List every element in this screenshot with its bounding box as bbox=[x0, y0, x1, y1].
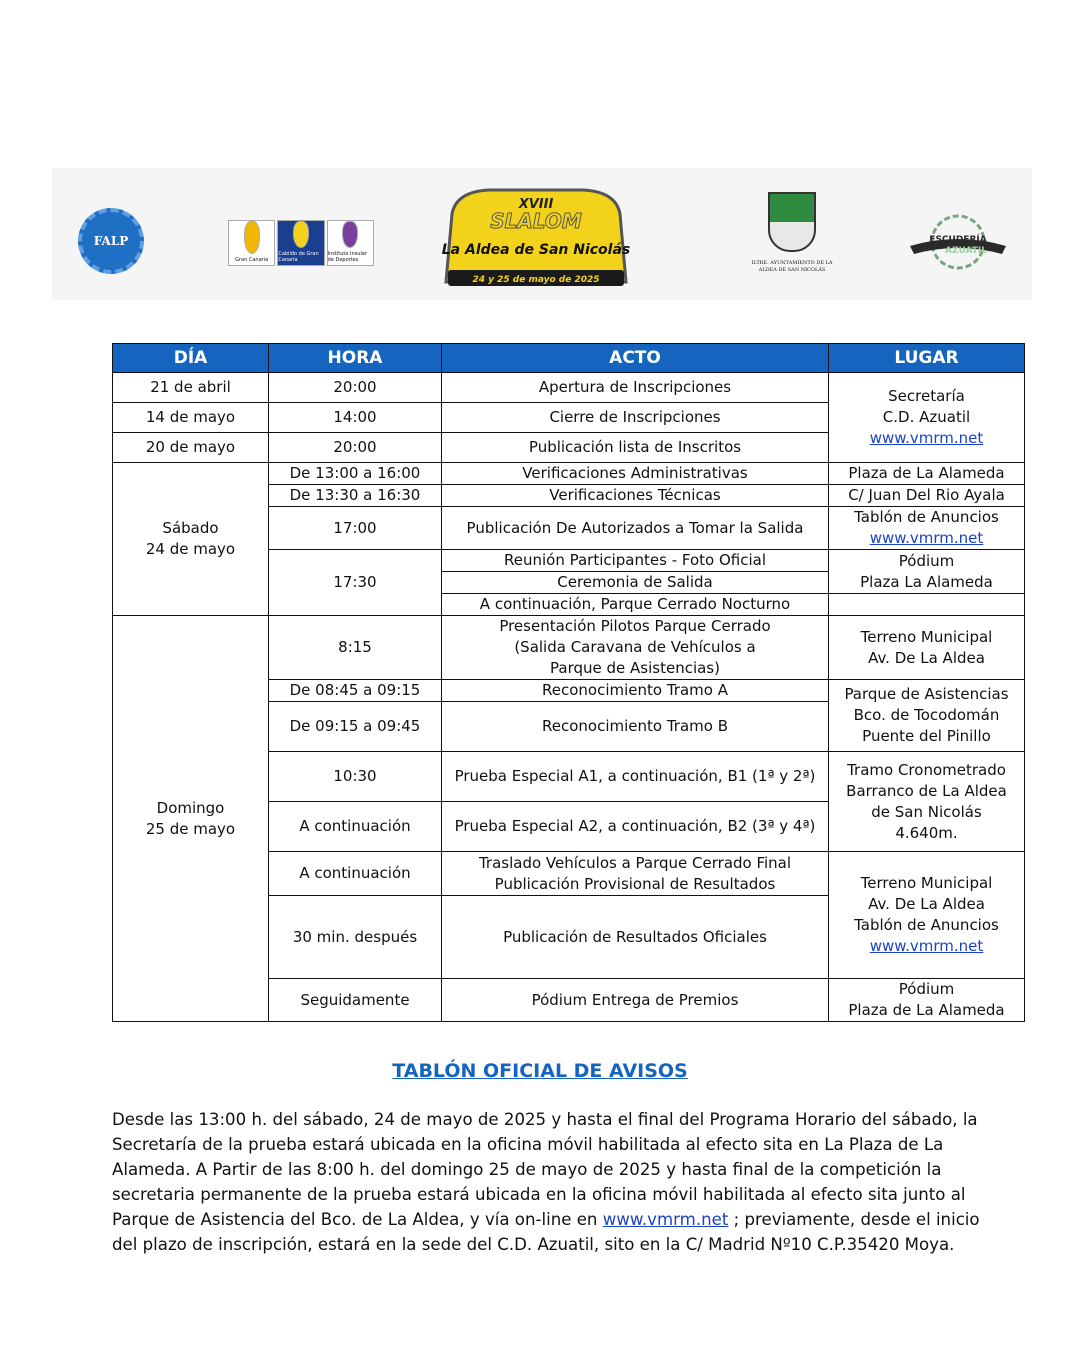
slalom-logo bbox=[438, 184, 634, 290]
cell-lugar: Tramo Cronometrado Barranco de La Aldea de San Nicolás 4.640m. bbox=[829, 752, 1025, 852]
cabildo-logo: Cabildo de Gran Canaria bbox=[277, 220, 324, 266]
cell-hora: A continuación bbox=[269, 802, 442, 852]
table-row bbox=[113, 616, 1025, 680]
schedule-table bbox=[112, 343, 1025, 1022]
cell-hora: 17:30 bbox=[269, 550, 442, 616]
cell-hora: 10:30 bbox=[269, 752, 442, 802]
escuderia-azuatil-logo bbox=[906, 212, 1010, 274]
cell-acto: Publicación de Resultados Oficiales bbox=[442, 896, 829, 979]
cell-hora: De 09:15 a 09:45 bbox=[269, 702, 442, 752]
cell-acto: Cierre de Inscripciones bbox=[442, 403, 829, 433]
table-header-row bbox=[113, 344, 1025, 373]
gran-canaria-logo: Gran Canaria bbox=[228, 220, 275, 266]
cell-lugar: Pódium Plaza de La Alameda bbox=[829, 979, 1025, 1022]
cell-lugar: Plaza de La Alameda bbox=[829, 463, 1025, 485]
cell-acto: Reconocimiento Tramo A bbox=[442, 680, 829, 702]
crest-shield-icon bbox=[768, 192, 816, 252]
header-dia: DÍA bbox=[113, 344, 269, 373]
table-row bbox=[113, 373, 1025, 403]
slalom-dates: 24 y 25 de mayo de 2025 bbox=[472, 275, 600, 285]
notice-paragraph: Desde las 13:00 h. del sábado, 24 de mayo de 2025 y hasta el final del Programa Horario del sábado, la Secretaría de la prueba estará ubicada en la oficina móvil habilitada al efecto sita en La Plaza de La Alameda. A Partir de las 8:00 h. del domingo 25 de mayo de 2025 y hasta final de la competición la secretaria permanente de la prueba estará ubicada en la oficina móvil habilitada al efecto sita junto al Parque de Asistencia del Bco. de La Aldea, y vía on-line en www.vmrm.net ; previamente, desde el inicio del plazo de inscripción, estará en la sede del C.D. Azuatil, sito en la C/ Madrid Nº10 C.P.35420 Moya. bbox=[112, 1110, 980, 1254]
cell-hora: Seguidamente bbox=[269, 979, 442, 1022]
cell-acto: Pódium Entrega de Premios bbox=[442, 979, 829, 1022]
notice-title: TABLÓN OFICIAL DE AVISOS bbox=[392, 1060, 688, 1082]
header-lugar: LUGAR bbox=[829, 344, 1025, 373]
table-row bbox=[113, 463, 1025, 485]
cell-hora: 20:00 bbox=[269, 433, 442, 463]
cell-hora: 8:15 bbox=[269, 616, 442, 680]
cell-acto: Reunión Participantes - Foto Oficial bbox=[442, 550, 829, 572]
gran-canaria-logos bbox=[228, 220, 374, 266]
cell-hora: De 13:00 a 16:00 bbox=[269, 463, 442, 485]
cell-dia: 20 de mayo bbox=[113, 433, 269, 463]
cell-acto: Prueba Especial A2, a continuación, B2 (3ª y 4ª) bbox=[442, 802, 829, 852]
cell-dia-sabado: Sábado 24 de mayo bbox=[113, 463, 269, 616]
header-hora: HORA bbox=[269, 344, 442, 373]
vmrm-link[interactable]: www.vmrm.net bbox=[869, 529, 984, 547]
cell-hora: 30 min. después bbox=[269, 896, 442, 979]
cell-lugar: Terreno Municipal Av. De La Aldea bbox=[829, 616, 1025, 680]
ayuntamiento-name: ILTRE. AYUNTAMIENTO DE LA ALDEA DE SAN NICOLÁS bbox=[751, 260, 833, 273]
vmrm-link[interactable]: www.vmrm.net bbox=[869, 429, 984, 447]
cell-acto: Presentación Pilotos Parque Cerrado (Salida Caravana de Vehículos a Parque de Asistencias) bbox=[442, 616, 829, 680]
cell-hora: 14:00 bbox=[269, 403, 442, 433]
cell-acto: Publicación lista de Inscritos bbox=[442, 433, 829, 463]
gran-canaria-mark-icon bbox=[244, 221, 260, 254]
cell-lugar: Pódium Plaza La Alameda bbox=[829, 550, 1025, 594]
cell-acto: Verificaciones Técnicas bbox=[442, 485, 829, 507]
cell-lugar: C/ Juan Del Rio Ayala bbox=[829, 485, 1025, 507]
cell-acto: A continuación, Parque Cerrado Nocturno bbox=[442, 594, 829, 616]
slalom-name: La Aldea de San Nicolás bbox=[441, 242, 631, 258]
escuderia-name: AZUATIL bbox=[944, 246, 988, 256]
cell-lugar: Terreno Municipal Av. De La Aldea Tablón de Anuncios www.vmrm.net bbox=[829, 852, 1025, 979]
cell-lugar: Parque de Asistencias Bco. de Tocodomán Puente del Pinillo bbox=[829, 680, 1025, 752]
cell-hora: De 08:45 a 09:15 bbox=[269, 680, 442, 702]
cell-acto: Apertura de Inscripciones bbox=[442, 373, 829, 403]
cell-acto: Ceremonia de Salida bbox=[442, 572, 829, 594]
cell-dia-domingo: Domingo 25 de mayo bbox=[113, 616, 269, 1022]
cell-hora: 20:00 bbox=[269, 373, 442, 403]
cell-lugar-empty bbox=[829, 594, 1025, 616]
cell-acto: Prueba Especial A1, a continuación, B1 (1ª y 2ª) bbox=[442, 752, 829, 802]
cell-acto: Traslado Vehículos a Parque Cerrado Final Publicación Provisional de Resultados bbox=[442, 852, 829, 896]
cell-lugar: Tablón de Anuncios www.vmrm.net bbox=[829, 507, 1025, 550]
cell-dia: 21 de abril bbox=[113, 373, 269, 403]
cabildo-crest-icon bbox=[293, 221, 309, 248]
ayuntamiento-crest bbox=[742, 192, 842, 292]
fatp-logo bbox=[78, 208, 144, 274]
cell-hora: A continuación bbox=[269, 852, 442, 896]
cell-dia: 14 de mayo bbox=[113, 403, 269, 433]
cell-hora: 17:00 bbox=[269, 507, 442, 550]
slalom-word: SLALOM bbox=[490, 209, 582, 233]
vmrm-link[interactable]: www.vmrm.net bbox=[869, 937, 984, 955]
slalom-edition: XVIII bbox=[518, 197, 554, 212]
notice-vmrm-link[interactable]: www.vmrm.net bbox=[602, 1210, 729, 1229]
cell-acto: Publicación De Autorizados a Tomar la Salida bbox=[442, 507, 829, 550]
cell-acto: Reconocimiento Tramo B bbox=[442, 702, 829, 752]
escuderia-top: ESCUDERÍA bbox=[929, 235, 987, 245]
cell-hora: De 13:30 a 16:30 bbox=[269, 485, 442, 507]
fatp-logo-text: FALP bbox=[93, 234, 129, 248]
cell-acto: Verificaciones Administrativas bbox=[442, 463, 829, 485]
cell-lugar-secretaria: Secretaría C.D. Azuatil www.vmrm.net bbox=[829, 373, 1025, 463]
id-mark-icon bbox=[342, 221, 358, 248]
logo-banner bbox=[52, 168, 1032, 300]
header-acto: ACTO bbox=[442, 344, 829, 373]
instituto-deportes-logo: Instituto Insular de Deportes bbox=[327, 220, 374, 266]
